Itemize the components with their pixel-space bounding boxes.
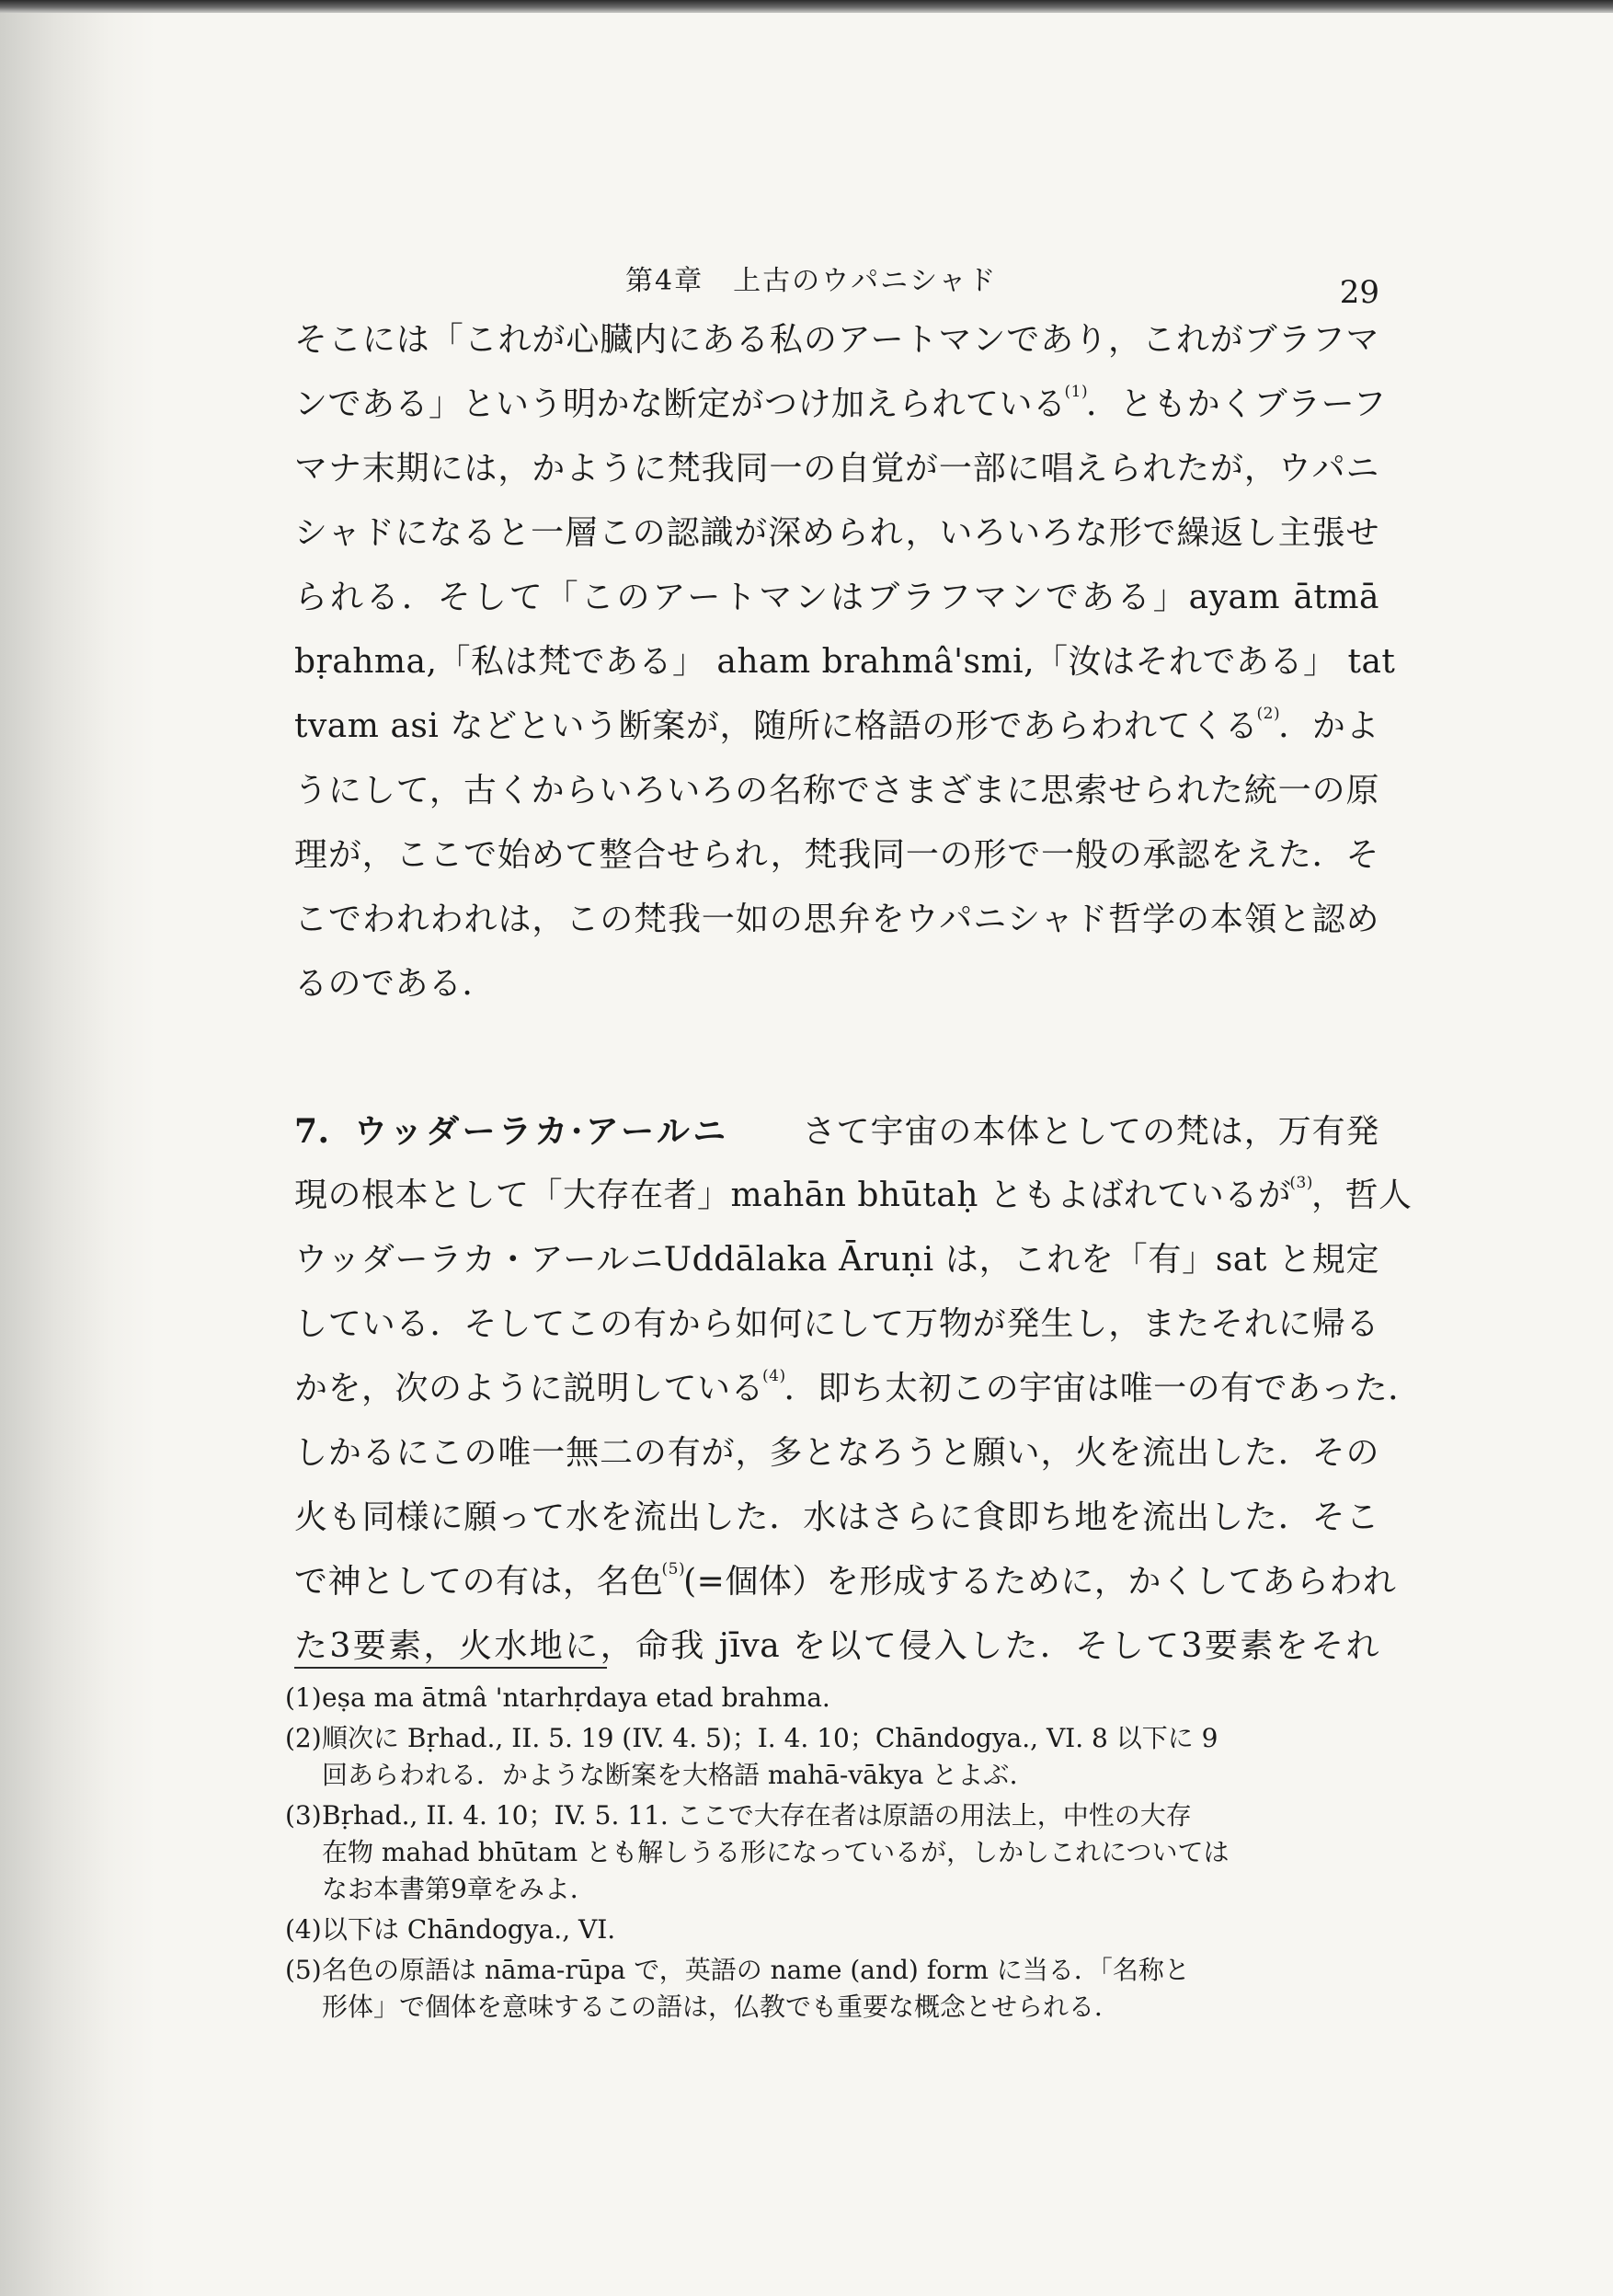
text-line [294,1421,1379,1486]
section-heading-line [294,1099,1379,1164]
text-segment: ．かよ [1278,707,1379,745]
footnote-reference: (5) [661,1560,686,1578]
text-segment: している．そしてこの有から如何にして万物が発生し，またそれに帰る [294,1305,1379,1343]
book-gutter-shadow [0,13,156,2296]
footnote-marker: (2) [285,1723,322,1753]
text-line [294,1228,1379,1292]
footnote-text [322,1797,1379,1908]
footnote-line: 以下は Chāndogya., VI. [322,1914,616,1945]
footnote-reference: (1) [1064,383,1089,401]
text-segment: られる．そして「このアートマンはブラフマンである」ayam ātmā [294,579,1379,616]
text-segment: bṛahma,「私は梵である」 aham brahmâ'smi,「汝はそれである」 tat [294,643,1396,681]
text-segment: るのである． [294,965,497,1003]
footnote-line: 形体」で個体を意味するこの語は，仏教でも重要な概念とせられる． [322,1992,1121,2022]
text-line [294,888,1379,952]
paragraph-2 [294,1164,1422,1679]
footnote-line: 順次に Bṛhad., II. 5. 19 (IV. 4. 5)；I. 4. 10；Chāndogya., VI. 8 以下に 9 [322,1723,1218,1753]
body-text [294,308,1422,1679]
footnote-item [285,1797,1379,1908]
text-line [294,695,1379,759]
text-line [294,630,1396,695]
footnote-item [285,1911,1379,1948]
footnote-marker: (1) [285,1682,322,1713]
text-segment: ウッダーラカ・アールニUddālaka Āruṇi は，これを「有」sat と規定 [294,1241,1379,1279]
footnote-marker: (5) [285,1955,322,1985]
text-segment: た3要素，火水地に，命我 jīva を以て侵入した．そして3要素をそれ [294,1627,1379,1665]
footnote-item [285,1680,1379,1716]
section-title: ウッダーラカ·アールニ [353,1112,729,1151]
footnote-marker: (3) [285,1800,322,1831]
scan-top-edge [0,0,1613,13]
footnote-reference: (2) [1256,705,1281,723]
text-line [294,1292,1379,1357]
text-segment: シャドになると一層この認識が深められ，いろいろな形で繰返し主張せ [294,514,1379,552]
footnotes [285,1680,1379,2029]
footnote-line: 回あらわれる．かような断案を大格語 mahā-vākya とよぶ． [322,1760,1035,1790]
text-segment: で神としての有は，名色 [294,1563,664,1601]
footnote-text [322,1720,1379,1794]
footnote-text [322,1680,1379,1716]
text-segment: 火も同様に願って水を流出した．水はさらに食即ち地を流出した．そこ [294,1498,1379,1536]
paragraph-1 [294,308,1396,1016]
text-line [294,1486,1379,1550]
text-segment: 現の根本として「大存在者」mahān bhūtaḥ ともよばれているが [294,1177,1292,1214]
text-line [294,1550,1397,1614]
running-head: 第4章 上古のウパニシャド [625,265,998,297]
text-segment: しかるにこの唯一無二の有が，多となろうと願い，火を流出した．その [294,1434,1379,1472]
footnote-reference: (4) [762,1367,786,1385]
text-segment: ．即ち太初この宇宙は唯一の有であった． [784,1370,1422,1407]
text-line [294,308,1379,373]
footnote-line: 名色の原語は nāma-rūpa で，英語の name (and) form に当る．「名称と [322,1955,1190,1985]
footnote-item [285,1952,1379,2026]
text-segment: 理が，ここで始めて整合せられ，梵我同一の形で一般の承認をえた．そ [294,836,1379,874]
text-segment: tvam asi などという断案が，随所に格語の形であらわれてくる [294,707,1259,745]
text-segment: ．ともかくブラーフ [1086,385,1387,423]
footnote-line: eṣa ma ātmâ 'ntarhṛdaya etad brahma. [322,1682,830,1713]
text-line [294,437,1379,501]
text-line [294,952,1379,1016]
text-line [294,501,1379,566]
text-segment: ンである」という明かな断定がつけ加えられている [294,385,1067,423]
text-line [294,1357,1422,1421]
text-segment: そこには「これが心臓内にある私のアートマンであり，これがブラフマ [294,321,1379,359]
footnote-text [322,1952,1379,2026]
footnote-reference: (3) [1289,1174,1313,1192]
text-segment: かを，次のように説明している [294,1370,765,1407]
text-segment: (=個体）を形成するために，かくしてあらわれ [683,1563,1397,1601]
footnote-marker: (4) [285,1914,322,1945]
page-number: 29 [1339,274,1379,311]
text-line [294,1164,1413,1228]
text-line [294,373,1387,437]
text-segment: マナ末期には，かように梵我同一の自覚が一部に唱えられたが，ウパニ [294,450,1379,488]
section-spacer [294,1016,1379,1099]
footnote-line: Bṛhad., II. 4. 10；IV. 5. 11. ここで大存在者は原語の用法上，中性の大存 [322,1800,1192,1831]
text-segment: ，哲人 [1310,1177,1413,1214]
footnote-text [322,1911,1379,1948]
footnote-divider [294,1667,607,1669]
footnote-item [285,1720,1379,1794]
text-segment: うにして，古くからいろいろの名称でさまざまに思索せられた統一の原 [294,772,1379,809]
text-line [294,566,1379,630]
section-first-line-text: さて宇宙の本体としての梵は，万有発 [802,1113,1379,1151]
text-line [294,823,1379,888]
section-number: 7. [294,1112,330,1151]
footnote-line: なお本書第9章をみよ． [322,1874,596,1904]
text-line [294,1614,1379,1679]
text-line [294,759,1379,823]
footnote-line: 在物 mahad bhūtam とも解しうる形になっているが，しかしこれについては [322,1837,1230,1867]
text-segment: こでわれわれは，この梵我一如の思弁をウパニシャド哲学の本領と認め [294,901,1379,938]
